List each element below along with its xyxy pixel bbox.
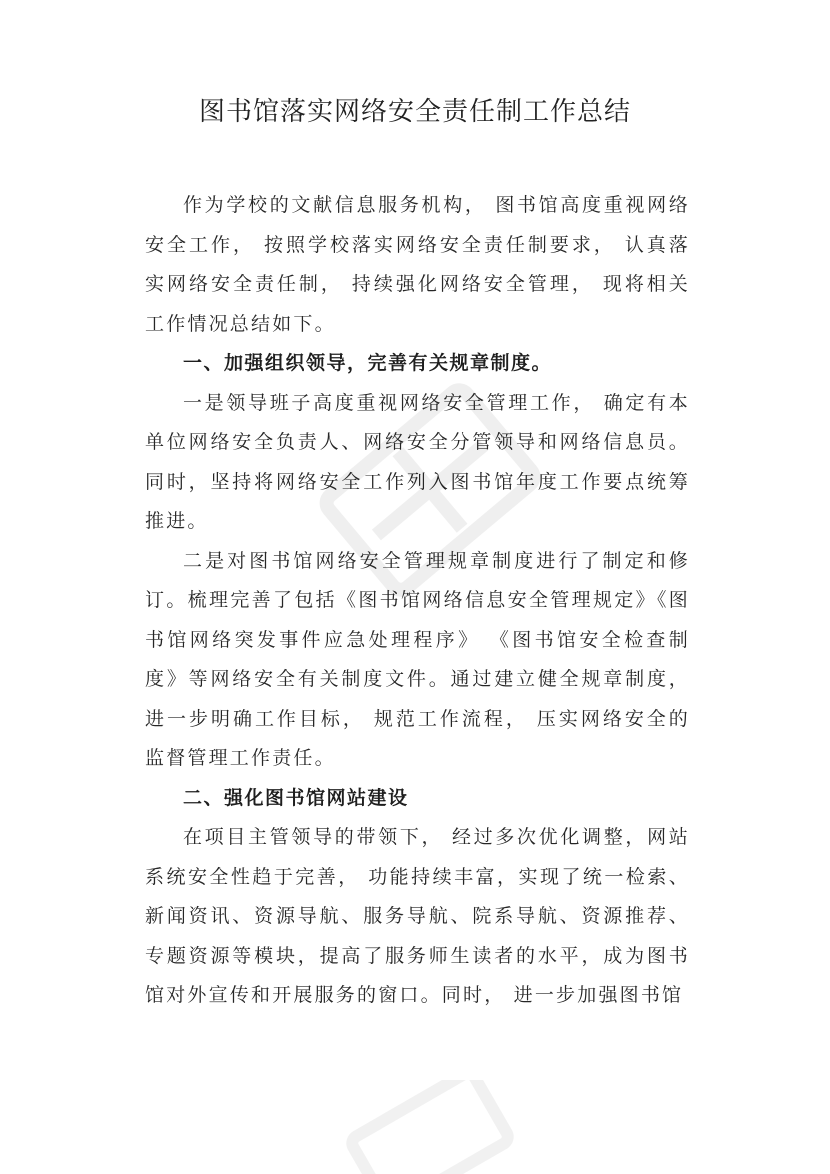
section-heading-1: 一、加强组织领导，完善有关规章制度。 bbox=[183, 352, 553, 374]
intro-paragraph: 作为学校的文献信息服务机构， 图书馆高度重视网络安全工作， 按照学校落实网络安全责任制要求， 认真落实网络安全责任制， 持续强化网络安全管理， 现将相关工作情况总结如下。 bbox=[145, 194, 690, 335]
section-1-paragraph-2: 二是对图书馆网络安全管理规章制度进行了制定和修订。梳理完善了包括《图书馆网络信息安全管理规定》《图书馆网络突发事件应急处理程序》 《图书馆安全检查制度》等网络安全有关制度文件。通过建立健全规章制度，进一步明确工作目标， 规范工作流程， 压实网络安全的监督管理工作责任。 bbox=[145, 549, 690, 769]
watermark-graphic-bottom bbox=[330, 1080, 530, 1174]
section-heading-2: 二、强化图书馆网站建设 bbox=[183, 786, 409, 809]
document-body bbox=[145, 186, 690, 1016]
section-2-paragraph-1: 在项目主管领导的带领下， 经过多次优化调整，网站系统安全性趋于完善， 功能持续丰富，实现了统一检索、新闻资讯、资源导航、服务导航、院系导航、资源推荐、专题资源等模块，提高了服务师生读者的水平，成为图书馆对外宣传和开展服务的窗口。同时， 进一步加强图书馆 bbox=[145, 826, 690, 1006]
document-title: 图书馆落实网络安全责任制工作总结 bbox=[198, 97, 631, 127]
section-1-paragraph-1: 一是领导班子高度重视网络安全管理工作， 确定有本单位网络安全负责人、网络安全分管领导和网络信息员。同时，坚持将网络安全工作列入图书馆年度工作要点统筹推进。 bbox=[145, 391, 690, 532]
